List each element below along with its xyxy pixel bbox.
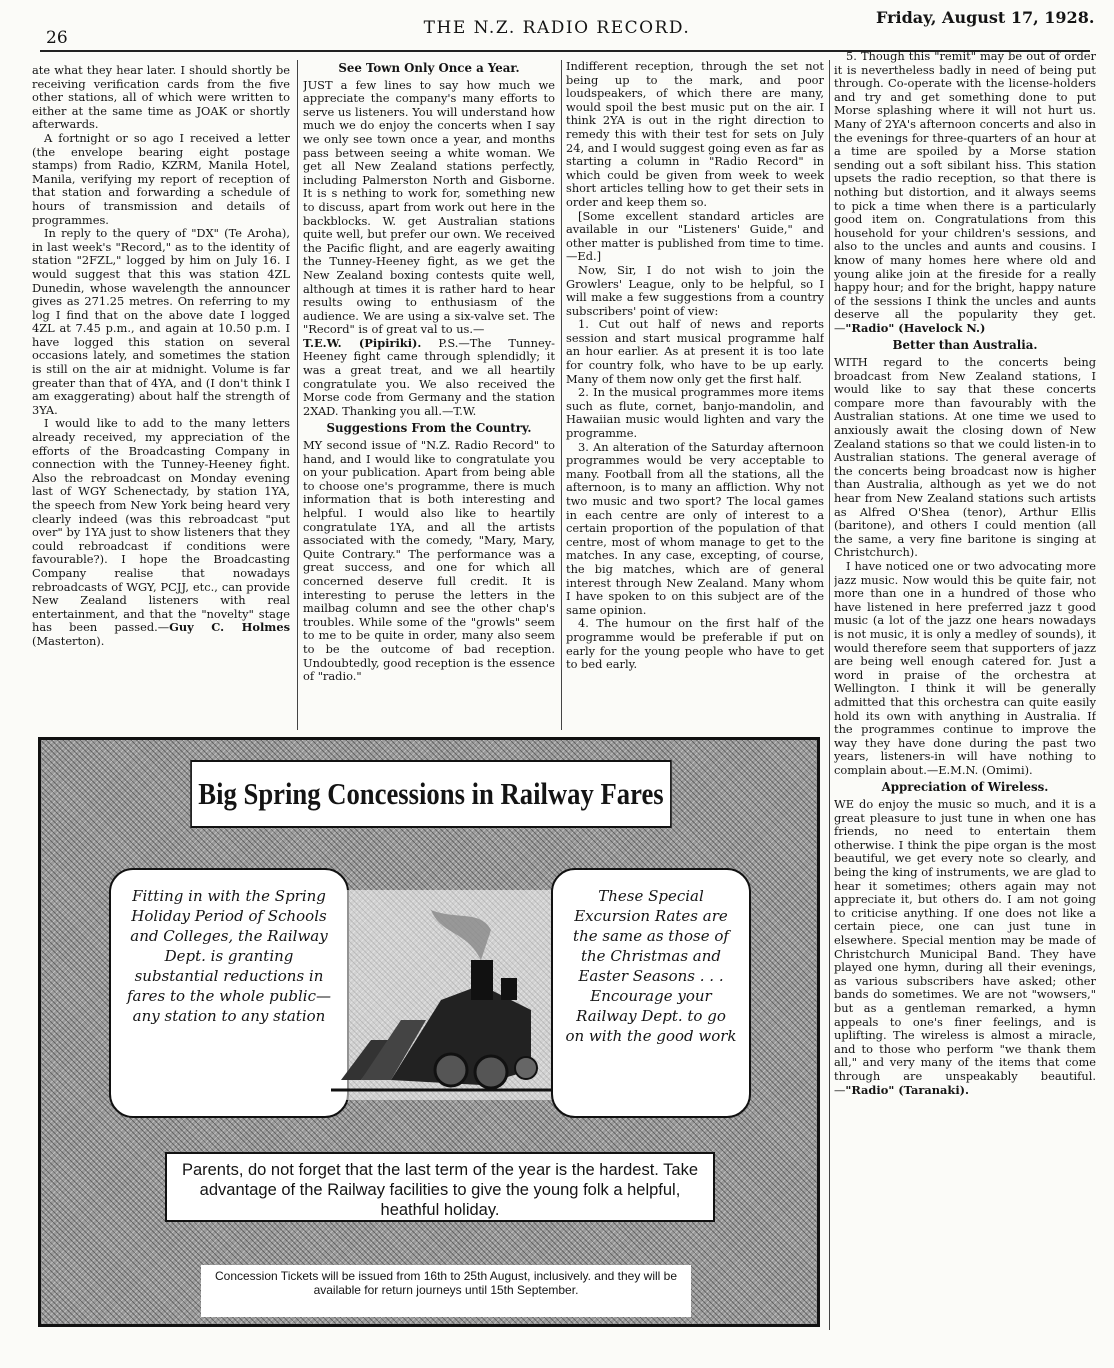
advert-notice: Parents, do not forget that the last term of the year is the hardest. Take advantage of the Railway facilities to give the young folk a helpful, heathful holiday. — [165, 1152, 715, 1222]
publication-title: THE N.Z. RADIO RECORD. — [423, 18, 691, 38]
column-1 — [32, 64, 290, 736]
letter-paragraph: A fortnight or so ago I received a letter (the envelope bearing eight postage stamps) from Radio, KZRM, Manila Hotel, Manila, verifying my report of reception of that station and forwarding a schedule of hours of transmission and details of programmes. — [32, 130, 290, 227]
letter-paragraph: I have noticed one or two advocating more jazz music. Now would this be quite fair, not more than one in a hundred of those who have listened in here preferred jazz t good music (a lot of the jazz one hears nowadays is not music, it is only a medley of sounds), it would therefore seem that supporters of jazz are being well enough catered for. Just a word in praise of the orchestra at Wellington. I think it will be generally admitted that this orchestra can quite easily hold its own with anything in Australia. If the programmes continue to improve the way they have done during the past two years, listeners-in will have nothing to complain about.—E.M.N. (Omimi). — [834, 558, 1096, 777]
column-divider — [561, 60, 562, 730]
column-divider — [829, 60, 830, 1330]
letter-signature: "Radio" (Taranaki). — [845, 1082, 969, 1097]
advert-right-panel: These Special Excursion Rates are the same as those of the Christmas and Easter Seasons . . . Encourage your Railway Dept. to go on with the good work — [551, 868, 751, 1118]
letter-heading: Better than Australia. — [892, 338, 1038, 353]
letter-signature: "Radio" (Havelock N.) — [845, 320, 986, 335]
advert-title: Big Spring Concessions in Railway Fares — [190, 760, 672, 828]
letter-signature: Guy C. Holmes — [169, 620, 290, 635]
column-4 — [834, 50, 1096, 1340]
column-divider — [297, 60, 298, 730]
editor-note: [Some excellent standard articles are available in our "Listeners' Guide," and other matter is published from time to time.—Ed.] — [566, 208, 824, 264]
letter-paragraph: I would like to add to the many letters already received, my appreciation of the efforts of the Broadcasting Company in connection with the Tunney-Heeney fight. Also the rebroadcast on Monday evening last of WGY Schenectady, by station 1YA, the speech from New York being heard very clearly indeed (was this rebroadcast "put over" by 1YA just to show listeners that they could rebroadcast if conditions were favourable?). I hope the Broadcasting Company realise that nowadays rebroadcasts of WGY, PCJJ, etc., can provide New Zealand listeners with real entertainment, and that the "novelty" stage has been passed.—Guy C. Holmes (Masterton). — [32, 416, 290, 648]
letter-signature: T.E.W. (Pipiriki). — [303, 335, 422, 350]
letter-paragraph: JUST a few lines to say how much we appreciate the company's many efforts to serve us listeners. You will understand how much we do enjoy the concerts when I say we only see town once a year, and months pass between seeing a white woman. We get all New Zealand stations perfectly, including Palmerston North and Gisborne. It is s nething to work for, something new to discuss, apart from work out here in the backblocks. W. get Australian stations quite well, but prefer our own. We received the Pacific flight, and are eagerly awaiting the Tunney-Heeney fight, as we get the New Zealand boxing contests quite well, although at times it is rather hard to hear results owing to enthusiasm of the audience. We are using a six-valve set. The "Record" is of great val to us.— — [303, 77, 555, 337]
letter-paragraph: Now, Sir, I do not wish to join the Growlers' League, only to be helpful, so I will make a few suggestions from a country subscribers' point of view: — [566, 262, 824, 318]
letter-paragraph: 2. In the musical programmes more items such as flute, cornet, banjo-mandolin, and Hawaiian music would lighten and vary the programme. — [566, 385, 824, 441]
advert-left-panel: Fitting in with the Spring Holiday Period of Schools and Colleges, the Railway Dept. is granting substantial reductions in fares to the whole public— any station to any station — [109, 868, 349, 1118]
letter-paragraph: 1. Cut out half of news and reports session and start musical programme half an hour earlier. As at present it is too late for country folk, who have to be up early. Many of them now only get the first half. — [566, 317, 824, 386]
column-2 — [303, 58, 555, 736]
letter-heading: See Town Only Once a Year. — [338, 61, 520, 75]
letter-heading: Appreciation of Wireless. — [881, 780, 1049, 795]
letter-paragraph: 5. Though this "remit" may be out of order it is nevertheless badly in need of being put through. Co-operate with the license-holders and try and get something done to put Morse splashing where it will not hurt us. Many of 2YA's afternoon concerts and also in the evenings for three-quarters of an hour at a time are spoiled by a Morse station sending out a soft sibilant hiss. This station upsets the radio reception, so that there is nothing but distortion, and it always seems to pick a time when there is a particularly good item on. Congratulations from this household for your children's sessions, and also to the uncles and aunts and cousins. I know of many homes here where old and young alike join at the fireside for a really happy hour; and for the bright, happy nature of the sessions I think the uncles and aunts deserve all the popularity they get.—"Radio" (Havelock N.) — [834, 50, 1096, 335]
letter-paragraph: ate what they hear later. I should shortly be receiving verification cards from the five other stations, all of which were written to either at the same time as JOAK or shortly afterwards. — [32, 64, 290, 132]
letter-paragraph: 3. An alteration of the Saturday afternoon programmes would be very acceptable to many. Football from all the stations, all the afternoon, is to many an affliction. Why not two music and two sport? The local games in each centre are only of interest to a certain proportion of the population of that centre, most of whom manage to get to the matches. In any case, excepting, of course, the big matches, which are of general interest through New Zealand. Many whom I have spoken to on this subject are of the same opinion. — [566, 439, 824, 617]
issue-date: Friday, August 17, 1928. — [876, 8, 1095, 27]
column-3 — [566, 60, 824, 736]
letter-paragraph: WITH regard to the concerts being broadcast from New Zealand stations, I would like to say that these concerts compare more than favourably with the Australian stations. At one time we used to anxiously await the closing down of New Zealand stations so that we could listen-in to Australian stations. The general average of the concerts being broadcast now is higher than Australia, although as yet we do not hear from New Zealand stations such artists as Alfred O'Shea (tenor), Arthur Ellis (baritone), and others I could mention (all the same, a very fine baritone is singing at Christchurch). — [834, 355, 1096, 560]
railway-advertisement — [38, 737, 820, 1327]
letter-paragraph: 4. The humour on the first half of the programme would be preferable if put on early for the young people who have to get to bed early. — [566, 616, 824, 672]
letter-paragraph: In reply to the query of "DX" (Te Aroha), in last week's "Record," as to the identity of station "2FZL," logged by him on July 16. I would suggest that this was station 4ZL Dunedin, whose wavelength the announcer gives as 271.25 metres. On referring to my log I find that on the above date I logged 4ZL at 7.45 p.m., and again at 10.50 p.m. I have logged this station on several occasions lately, and sometimes the station is still on the air at midnight. Volume is far greater than that of 4YA, and (I don't think I am exaggerating) about half the strength of 3YA. — [32, 226, 290, 417]
advert-footer: Concession Tickets will be issued from 16th to 25th August, inclusively. and they will be available for return journeys until 15th September. — [201, 1265, 691, 1317]
letter-paragraph: WE do enjoy the music so much, and it is a great pleasure to just tune in when one has friends, no need to entertain them otherwise. I think the pipe organ is the most beautiful, we get every note so clearly, and being the king of instruments, we are glad to hear it sometimes; others again may not appreciate it, but others do. I am not going to criticise anything. If one does not like a certain piece, one can just tune in elsewhere. Special mention may be made of Christchurch Municipal Band. They have played one hymn, during all their evenings, as various subscribers have asked; other bands do sometimes. We are not "wowsers," but as a gentleman remarked, a hymn appeals to one's finer feelings, and is uplifting. The wireless is almost a miracle, and to those who perform "we thank them all," and very many of the items that come through are unspeakably beautiful.—"Radio" (Taranaki). — [834, 797, 1096, 1097]
letter-heading: Suggestions From the Country. — [326, 421, 532, 436]
letter-paragraph: T.E.W. (Pipiriki). P.S.—The Tunney-Heeney fight came through splendidly; it was a great treat, and we all heartily congratulate you. We also received the Morse code from Germany and the station 2XAD. Thanking you all.—T.W. — [303, 335, 555, 418]
page-number: 26 — [46, 28, 68, 48]
letter-paragraph: Indifferent reception, through the set not being up to the mark, and poor loudspeakers, of which there are many, would spoil the best music put on the air. I think 2YA is out in the right direction to remedy this with their test for sets on July 24, and I would suggest going even as far as starting a column in "Radio Record" in which could be given from week to week short articles telling how to get their sets in order and keep them so. — [566, 60, 824, 209]
locomotive-illustration — [331, 890, 571, 1100]
letter-paragraph: MY second issue of "N.Z. Radio Record" to hand, and I would like to congratulate you on your publication. Apart from being able to choose one's programme, there is much information that is both interesting and helpful. I would also like to heartily congratulate 1YA, and all the artists associated with the comedy, "Mary, Mary, Quite Contrary." The performance was a great success, and one for which all concerned deserve full credit. It is interesting to peruse the letters in the mailbag column and see the other chap's troubles. While some of the "growls" seem to me to be quite in order, many also seem to be the outcome of bad reception. Undoubtedly, good reception is the essence of "radio." — [303, 438, 555, 684]
